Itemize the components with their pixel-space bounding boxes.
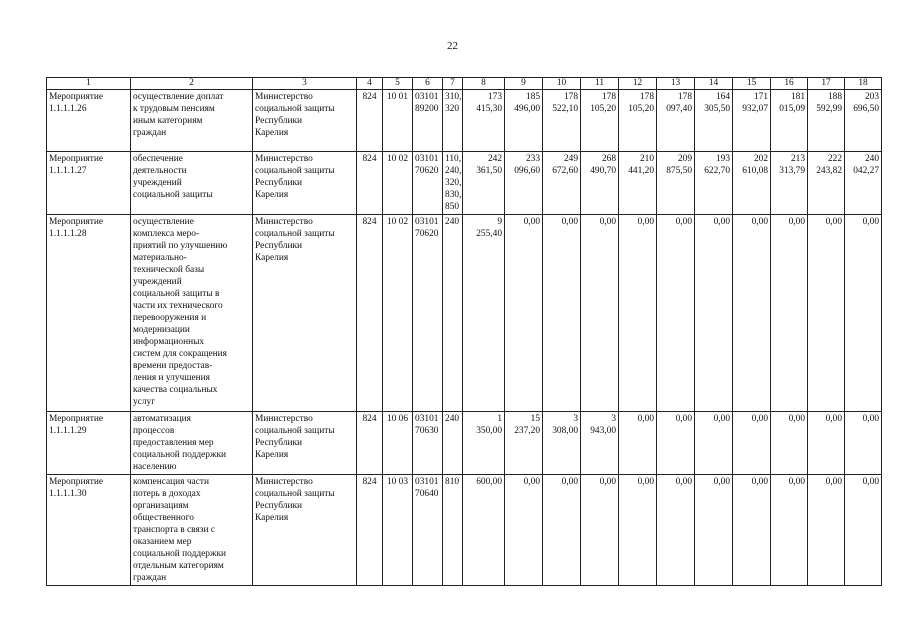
table-cell: 188 592,99 (808, 90, 845, 152)
page-number: 22 (447, 40, 458, 52)
table-cell: 0,00 (771, 412, 808, 475)
table-cell: компенсация части потерь в доходах организациям общественного транспорта в связи с оказанием мер социальной поддержки отдельным категориям граждан (131, 475, 253, 586)
table-cell: 0,00 (808, 215, 845, 412)
table-cell: осуществление доплат к трудовым пенсиям иным категориям граждан (131, 90, 253, 152)
column-header: 16 (771, 78, 808, 90)
column-header: 5 (383, 78, 413, 90)
table-cell: 173 415,30 (463, 90, 505, 152)
table-cell: 203 696,50 (845, 90, 882, 152)
table-cell: 310, 320 (443, 90, 463, 152)
table-cell: 0,00 (505, 215, 543, 412)
table-cell: 233 096,60 (505, 152, 543, 215)
table-cell: 824 (357, 412, 383, 475)
table-cell: 03101 70630 (413, 412, 443, 475)
table-cell: 0,00 (733, 412, 771, 475)
table-cell: 0,00 (695, 215, 733, 412)
table-cell: 202 610,08 (733, 152, 771, 215)
table-cell: Министерство социальной защиты Республики Карелия (253, 215, 357, 412)
table-cell: осуществление комплекса меро- приятий по улучшению материально- технической базы учреждений социальной защиты в части их технического перевооружения и модернизации информационных систем для сокращения времени предостав- ления и улучшения качества социальных услуг (131, 215, 253, 412)
table-row (47, 215, 882, 412)
table-cell: 178 105,20 (619, 90, 657, 152)
table-cell: 240 (443, 412, 463, 475)
table-cell: 824 (357, 90, 383, 152)
column-header: 1 (47, 78, 131, 90)
table-cell: 600,00 (463, 475, 505, 586)
table-cell: Мероприятие 1.1.1.1.28 (47, 215, 131, 412)
table-cell: 0,00 (581, 475, 619, 586)
table-row (47, 152, 882, 215)
table-cell: 0,00 (808, 412, 845, 475)
table-cell: 178 105,20 (581, 90, 619, 152)
column-header: 11 (581, 78, 619, 90)
table-row (47, 475, 882, 586)
column-header: 8 (463, 78, 505, 90)
table-cell: 10 02 (383, 152, 413, 215)
table-cell: 0,00 (808, 475, 845, 586)
table-cell: 0,00 (619, 475, 657, 586)
column-header: 2 (131, 78, 253, 90)
table-cell: 178 097,40 (657, 90, 695, 152)
column-header: 10 (543, 78, 581, 90)
table-cell: 249 672,60 (543, 152, 581, 215)
table-cell: 9 255,40 (463, 215, 505, 412)
table-cell: 268 490,70 (581, 152, 619, 215)
table-cell: Министерство социальной защиты Республики Карелия (253, 90, 357, 152)
table-cell: 0,00 (695, 475, 733, 586)
table-cell: 0,00 (619, 412, 657, 475)
table-cell: 222 243,82 (808, 152, 845, 215)
table-cell: 193 622,70 (695, 152, 733, 215)
table-cell: 0,00 (771, 215, 808, 412)
table-cell: 0,00 (581, 215, 619, 412)
table-cell: 824 (357, 215, 383, 412)
column-header: 3 (253, 78, 357, 90)
table-cell: Мероприятие 1.1.1.1.30 (47, 475, 131, 586)
table-cell: Министерство социальной защиты Республики Карелия (253, 412, 357, 475)
table-cell: 0,00 (657, 475, 695, 586)
table-cell: Министерство социальной защиты Республики Карелия (253, 475, 357, 586)
table-cell: 824 (357, 152, 383, 215)
table-cell: 03101 70620 (413, 215, 443, 412)
column-header: 18 (845, 78, 882, 90)
table-cell: 3 308,00 (543, 412, 581, 475)
column-header: 13 (657, 78, 695, 90)
column-header: 14 (695, 78, 733, 90)
table-cell: 0,00 (733, 475, 771, 586)
table-cell: 242 361,50 (463, 152, 505, 215)
table-cell: 0,00 (845, 475, 882, 586)
column-header: 6 (413, 78, 443, 90)
table-cell: 213 313,79 (771, 152, 808, 215)
table-cell: 1 350,00 (463, 412, 505, 475)
table-cell: 0,00 (543, 215, 581, 412)
table-cell: 10 03 (383, 475, 413, 586)
table-cell: 810 (443, 475, 463, 586)
table-cell: 15 237,20 (505, 412, 543, 475)
table-cell: 171 932,07 (733, 90, 771, 152)
table-cell: Министерство социальной защиты Республики Карелия (253, 152, 357, 215)
table-cell: 824 (357, 475, 383, 586)
table-cell: 10 01 (383, 90, 413, 152)
table-cell: 110, 240, 320, 830, 850 (443, 152, 463, 215)
table-cell: 0,00 (771, 475, 808, 586)
table-cell: 03101 89200 (413, 90, 443, 152)
table-cell: 10 02 (383, 215, 413, 412)
table-cell: автоматизация процессов предоставления мер социальной поддержки населению (131, 412, 253, 475)
table-cell: 3 943,00 (581, 412, 619, 475)
program-measures-table (46, 77, 882, 586)
table-cell: 0,00 (733, 215, 771, 412)
table-cell: 0,00 (543, 475, 581, 586)
column-header: 12 (619, 78, 657, 90)
table-row (47, 412, 882, 475)
table-cell: 0,00 (845, 412, 882, 475)
table-cell: 240 042,27 (845, 152, 882, 215)
table-cell: 178 522,10 (543, 90, 581, 152)
table-cell: 209 875,50 (657, 152, 695, 215)
table-cell: 164 305,50 (695, 90, 733, 152)
table-cell: 0,00 (505, 475, 543, 586)
table-cell: Мероприятие 1.1.1.1.29 (47, 412, 131, 475)
table-cell: 0,00 (695, 412, 733, 475)
table-cell: 0,00 (657, 215, 695, 412)
table-cell: 240 (443, 215, 463, 412)
column-header: 4 (357, 78, 383, 90)
column-header: 17 (808, 78, 845, 90)
table-cell: 210 441,20 (619, 152, 657, 215)
table-cell: 03101 70620 (413, 152, 443, 215)
table-cell: Мероприятие 1.1.1.1.26 (47, 90, 131, 152)
table-row (47, 90, 882, 152)
table-cell: 03101 70640 (413, 475, 443, 586)
table-cell: 181 015,09 (771, 90, 808, 152)
table-cell: обеспечение деятельности учреждений социальной защиты (131, 152, 253, 215)
header-row (47, 78, 882, 90)
column-header: 15 (733, 78, 771, 90)
column-header: 9 (505, 78, 543, 90)
table-cell: 0,00 (845, 215, 882, 412)
table-cell: Мероприятие 1.1.1.1.27 (47, 152, 131, 215)
column-header: 7 (443, 78, 463, 90)
table-cell: 0,00 (657, 412, 695, 475)
table-cell: 0,00 (619, 215, 657, 412)
table-cell: 10 06 (383, 412, 413, 475)
table-cell: 185 496,00 (505, 90, 543, 152)
